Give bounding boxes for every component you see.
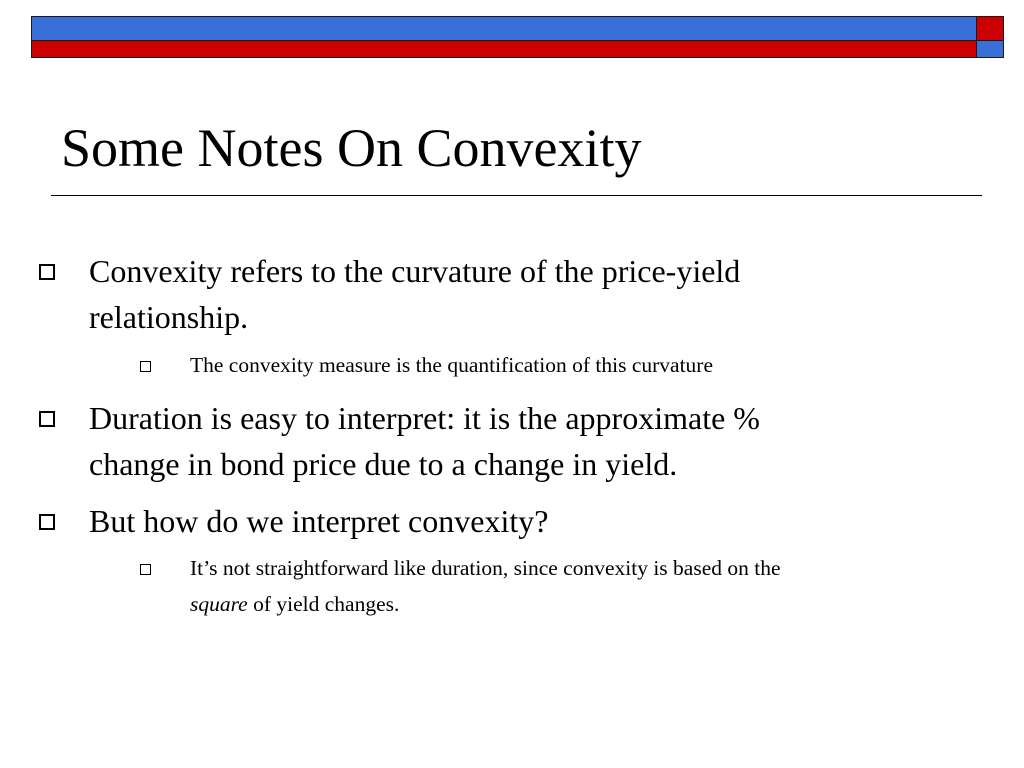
sub-bullet-text-rest: of yield changes. — [247, 592, 400, 616]
sub-bullet-text-line: The convexity measure is the quantification of this curvature — [190, 353, 713, 377]
bullet-text-line: But how do we interpret convexity? — [89, 503, 549, 539]
hollow-square-bullet-icon — [39, 411, 55, 427]
emphasized-word: square — [190, 592, 248, 616]
hollow-square-bullet-icon — [140, 564, 151, 575]
bullet-text-line: change in bond price due to a change in yield. — [89, 446, 678, 482]
slide-title: Some Notes On Convexity — [61, 118, 642, 178]
sub-bullet-item — [0, 347, 1024, 383]
bullet-item — [0, 498, 1024, 544]
bullet-item — [0, 395, 1024, 487]
sub-bullet-text-line-2 — [190, 586, 399, 622]
bullet-text-line: Duration is easy to interpret: it is the approximate % — [89, 400, 760, 436]
hollow-square-bullet-icon — [140, 361, 151, 372]
sub-bullet-text-line: It’s not straightforward like duration, since convexity is based on the — [190, 556, 781, 580]
hollow-square-bullet-icon — [39, 514, 55, 530]
sub-bullet-item — [0, 550, 1024, 622]
bullet-text-line: Convexity refers to the curvature of the price-yield — [89, 253, 741, 289]
bullet-text-line: relationship. — [89, 299, 249, 335]
bullet-item — [0, 248, 1024, 340]
hollow-square-bullet-icon — [39, 264, 55, 280]
